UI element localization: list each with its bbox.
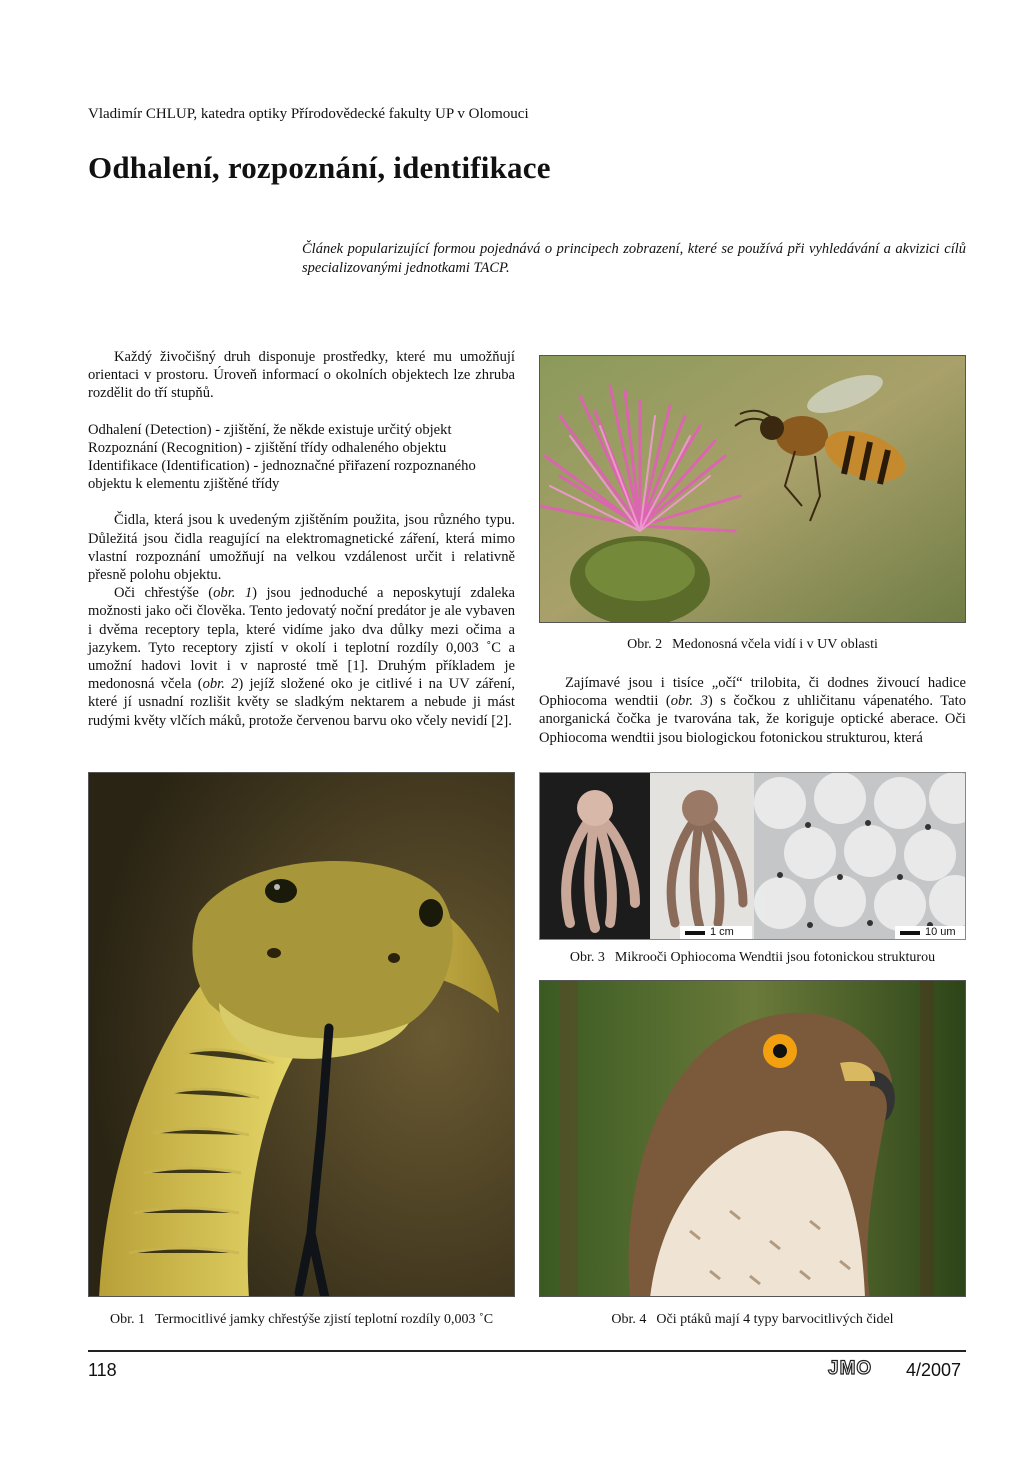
issue-number: 4/2007 xyxy=(906,1360,962,1380)
definition-recognition: Rozpoznání (Recognition) - zjištění třídy odhaleného objektu xyxy=(88,439,447,456)
definition-identification: Identifikace (Identification) - jednoznačné přiřazení rozpoznaného objektu k elementu zjištěné třídy xyxy=(88,458,476,493)
figure-1-caption: Obr. 1 Termocitlivé jamky chřestýše zjistí teplotní rozdíly 0,003 ˚C xyxy=(109,1312,494,1327)
figure-1-rattlesnake-photo xyxy=(88,772,515,1297)
scale-bar-label-right: 10 um xyxy=(925,926,956,938)
figure-3-caption: Obr. 3 Mikrooči Ophiocoma Wendtii jsou fotonickou strukturou xyxy=(569,950,936,965)
definitions xyxy=(88,421,515,494)
bee-thistle-image xyxy=(540,356,966,623)
abstract: Článek popularizující formou pojednává o principech zobrazení, které se používá při vyhledávání a akvizici cílů specializovanými jednotkami TACP. xyxy=(302,241,966,276)
rattlesnake-image xyxy=(89,773,515,1297)
figure-3-ophiocoma-photo xyxy=(539,772,966,940)
paragraph-trilobite: Zajímavé jsou i tisíce „očí“ trilobita, či dodnes živoucí hadice Ophiocoma wendtii (obr. 3) s čočkou z uhličitanu vápenatého. Tato anorganická čočka je tvarována tak, že koriguje optické aberace. Oči Ophiocoma wendtii jsou biologickou fotonickou strukturou, která xyxy=(539,675,967,746)
figure-ref-1[interactable]: obr. 1 xyxy=(213,585,253,602)
left-column xyxy=(88,348,515,730)
journal-logo: JMO xyxy=(828,1358,873,1379)
definition-detection: Odhalení (Detection) - zjištění, že někde existuje určitý objekt xyxy=(88,421,452,438)
figure-4-bird-photo xyxy=(539,980,966,1297)
ophiocoma-image xyxy=(540,773,966,940)
figure-2-bee-photo xyxy=(539,355,966,623)
figure-2-caption: Obr. 2 Medonosná včela vidí i v UV oblasti xyxy=(627,637,878,652)
paragraph-intro: Každý živočišný druh disponuje prostředky, které mu umožňují orientaci v prostoru. Úroveň informací o okolních objektech lze zhruba rozdělit do tří stupňů. xyxy=(88,349,515,402)
footer-rule xyxy=(88,1350,966,1352)
figure-ref-3[interactable]: obr. 3 xyxy=(670,693,708,710)
author-line: Vladimír CHLUP, katedra optiky Přírodovědecké fakulty UP v Olomouci xyxy=(88,106,529,122)
scale-bar-label-left: 1 cm xyxy=(710,926,734,938)
bird-of-prey-image xyxy=(540,981,966,1297)
paragraph-sensors: Čidla, která jsou k uvedeným zjištěním použita, jsou různého typu. Důležitá jsou čidla reagující na elektromagnetické záření, která mimo vlastní rozpoznání umožňují na velkou vzdálenost určit i relativně přesně polohu objektu. xyxy=(88,512,515,584)
figure-4-caption: Obr. 4 Oči ptáků mají 4 typy barvocitlivých čidel xyxy=(611,1312,894,1327)
right-column-text xyxy=(539,674,966,747)
paragraph-rattlesnake: Oči chřestýše (obr. 1) jsou jednoduché a neposkytují zdaleka možnosti jako oči člověka. Tento jedovatý noční predátor je ale vybaven i dvěma receptory tepla, které vidíme jako dva důlky mezi očima a jazykem. Tyto receptory zjistí v okolí i teplotní rozdíly 0,003 ˚C a umožní hadovi lovit i v naprosté tmě [1]. Druhým příkladem je medonosná včela (obr. 2) jejíž složené oko je citlivé i na UV záření, které jí usnadní rozlišit květy se sladkým nektarem a nebude ji mást rudými květy vlčích máků, protože červenou barvu oko včely nevidí [2]. xyxy=(88,585,516,729)
article-title: Odhalení, rozpoznání, identifikace xyxy=(88,150,551,185)
figure-ref-2[interactable]: obr. 2 xyxy=(202,676,239,693)
page-number: 118 xyxy=(88,1360,117,1380)
